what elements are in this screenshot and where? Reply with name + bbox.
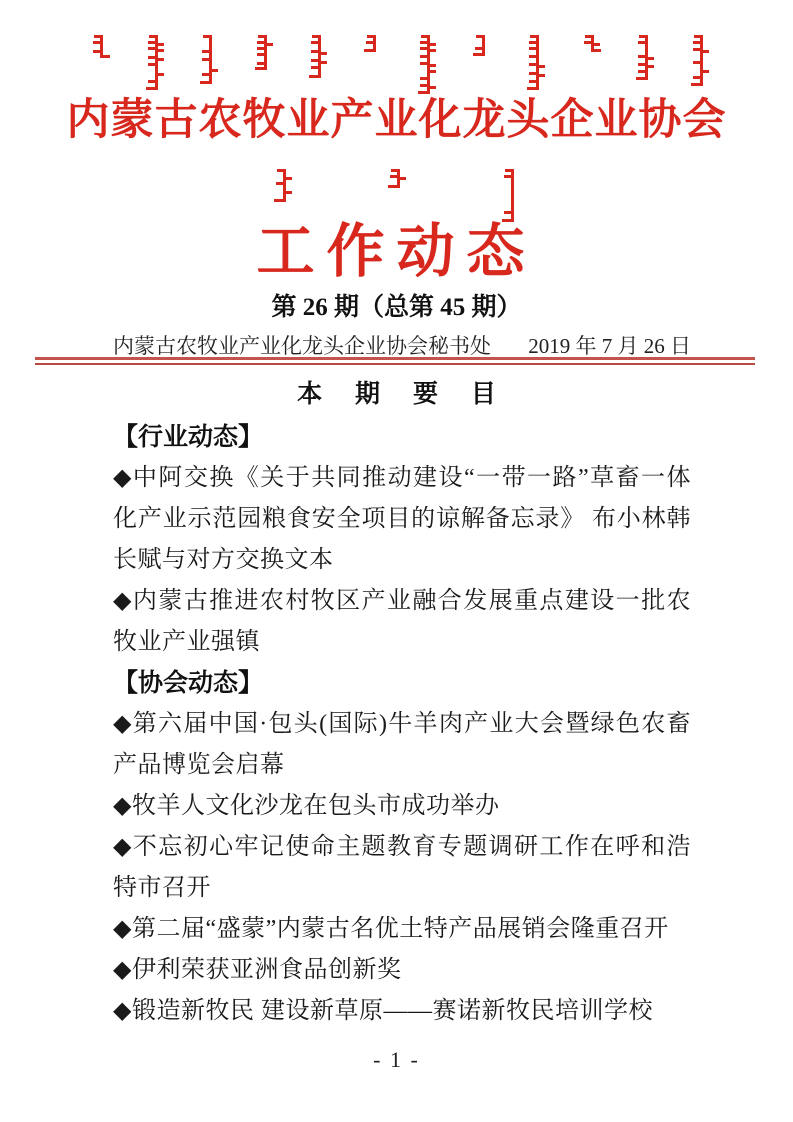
toc-item: ◆不忘初心牢记使命主题教育专题调研工作在呼和浩特市召开 [113,834,691,901]
issue-number-line: 第 26 期（总第 45 期） [271,294,522,321]
mongolian-word-glyph [85,34,115,60]
publish-date: 2019 年 7 月 26 日 [528,334,691,358]
mongolian-word-glyph [249,34,279,72]
toc-item: ◆伊利荣获亚洲食品创新奖 [113,957,402,983]
mongolian-word-glyph [467,34,497,58]
publication-info-row [113,330,691,360]
red-double-rule [35,357,755,365]
toc-body [113,417,691,1032]
mongolian-word-glyph [576,34,606,54]
mongolian-word-glyph [358,34,388,54]
toc-item: ◆第六届中国·包头(国际)牛羊肉产业大会暨绿色农畜产品博览会启幕 [113,711,691,778]
mongolian-word-glyph [521,34,551,92]
section-title-industry: 【行业动态】 [113,423,264,451]
mongolian-word-glyph [194,34,224,86]
toc-heading: 本 期 要 目 [297,380,509,408]
toc-item: ◆牧羊人文化沙龙在包头市成功举办 [113,793,500,819]
mongolian-word-glyph [140,34,170,92]
bulletin-title: 工作动态 [256,219,537,284]
toc-item: ◆第二届“盛蒙”内蒙古名优土特产品展销会隆重召开 [113,916,669,942]
toc-item: ◆内蒙古推进农村牧区产业融合发展重点建设一批农牧业产业强镇 [113,588,691,655]
toc-item: ◆锻造新牧民 建设新草原——赛诺新牧民培训学校 [113,998,653,1024]
section-title-association: 【协会动态】 [113,669,264,697]
mongolian-word-glyph [685,34,715,88]
toc-item: ◆中阿交换《关于共同推动建设“一带一路”草畜一体化产业示范园粮食安全项目的谅解备忘录》 布小林韩长赋与对方交换文本 [113,465,691,573]
mongolian-word-glyph [268,168,298,204]
org-name-title: 内蒙古农牧业产业化龙头企业协会 [66,97,727,144]
mongolian-word-glyph [630,34,660,82]
mongolian-word-glyph [382,168,412,190]
publisher-name: 内蒙古农牧业产业化龙头企业协会秘书处 [113,334,491,358]
page-number: - 1 - [373,1047,420,1072]
mongolian-word-glyph [303,34,333,80]
